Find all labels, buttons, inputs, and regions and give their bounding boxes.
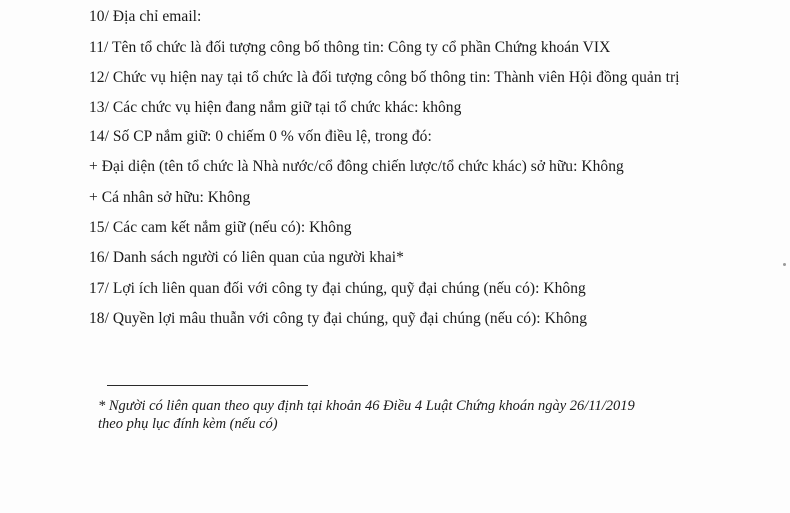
item-current-position: 12/ Chức vụ hiện nay tại tổ chức là đối tượng công bố thông tin: Thành viên Hội đồng quản trị <box>89 69 680 86</box>
item-organization-name: 11/ Tên tổ chức là đối tượng công bố thông tin: Công ty cổ phần Chứng khoán VIX <box>89 39 611 56</box>
item-holding-commitments: 15/ Các cam kết nắm giữ (nếu có): Không <box>89 219 352 236</box>
item-representative-ownership: + Đại diện (tên tổ chức là Nhà nước/cổ đông chiến lược/tổ chức khác) sở hữu: Không <box>89 158 624 175</box>
item-other-positions: 13/ Các chức vụ hiện đang nắm giữ tại tổ chức khác: không <box>89 99 462 116</box>
footnote-line-1: * Người có liên quan theo quy định tại khoản 46 Điều 4 Luật Chứng khoán ngày 26/11/2019 <box>98 398 635 414</box>
footnote-divider <box>107 385 308 386</box>
item-individual-ownership: + Cá nhân sở hữu: Không <box>89 189 251 206</box>
item-conflicting-interests: 18/ Quyền lợi mâu thuẫn với công ty đại chúng, quỹ đại chúng (nếu có): Không <box>89 310 588 327</box>
item-related-interests: 17/ Lợi ích liên quan đối với công ty đại chúng, quỹ đại chúng (nếu có): Không <box>89 280 586 297</box>
item-email: 10/ Địa chỉ email: <box>89 8 202 25</box>
item-shares-held: 14/ Số CP nắm giữ: 0 chiếm 0 % vốn điều lệ, trong đó: <box>89 128 432 145</box>
item-related-persons: 16/ Danh sách người có liên quan của người khai* <box>89 249 404 266</box>
scan-speck <box>783 263 786 266</box>
footnote-line-2: theo phụ lục đính kèm (nếu có) <box>98 416 278 432</box>
